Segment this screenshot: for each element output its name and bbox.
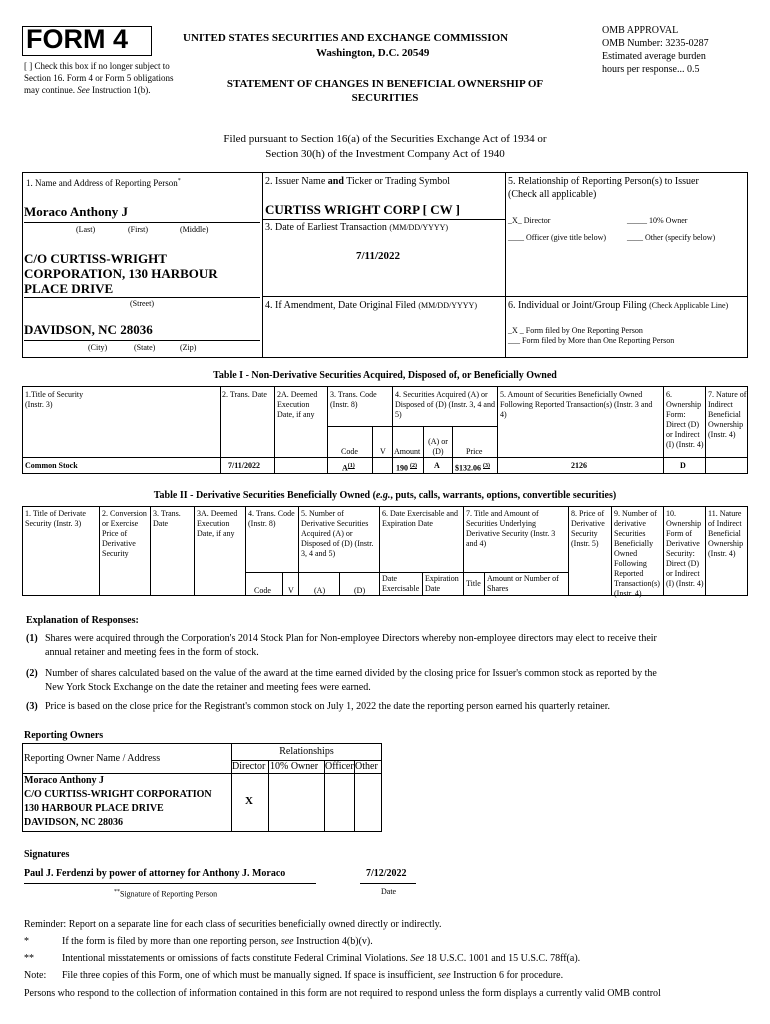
t2-h10: 10. Ownership Form of Derivative Security: Direct (D) or Indirect (I) (Instr. 4) xyxy=(666,509,704,588)
owners-col-officer: Officer xyxy=(325,761,354,772)
t2-h5: 5. Number of Derivative Securities Acquired (A) or Disposed of (D) (Instr. 3, 4 and 5) xyxy=(301,509,374,558)
footer-star: * If the form is filed by more than one reporting person, see Instruction 4(b)(v). xyxy=(24,936,373,947)
first-label: (First) xyxy=(128,225,148,234)
owners-col-other: Other xyxy=(355,761,378,772)
t1-row-aord: A xyxy=(434,461,440,470)
box3-label: 3. Date of Earliest Transaction (MM/DD/YYYY) xyxy=(265,222,449,233)
t1-row-title: Common Stock xyxy=(25,461,78,470)
no-longer-subject-checkbox[interactable]: [ ] Check this box if no longer subject to Section 16. Form 4 or Form 5 obligations may continue. See Instruction 1(b). xyxy=(24,61,174,95)
t1-sub-aord: (A) or (D) xyxy=(428,437,448,456)
filed-by-more-option[interactable]: ___ Form filed by More than One Reporting Person xyxy=(508,336,675,345)
signatures-heading: Signatures xyxy=(24,849,70,860)
form-title: FORM 4 xyxy=(26,24,129,54)
t2-h7: 7. Title and Amount of Securities Underlying Derivative Security (Instr. 3 and 4) xyxy=(466,509,556,548)
footer-double-star: ** Intentional misstatements or omissions of facts constitute Federal Criminal Violations. See 18 U.S.C. 1001 and 15 U.S.C. 78ff(a). xyxy=(24,953,581,964)
owners-col-relationships: Relationships xyxy=(279,746,334,757)
t2-h9: 9. Number of derivative Securities Beneficially Owned Following Reported Transaction(s) (Instr. 4) xyxy=(614,509,660,598)
t1-h3: 3. Trans. Code (Instr. 8) xyxy=(330,390,377,409)
officer-checkbox[interactable]: ____ Officer (give title below) xyxy=(508,233,607,242)
box2-label: 2. Issuer Name and Ticker or Trading Symbol xyxy=(265,176,451,187)
explanation-heading: Explanation of Responses: xyxy=(26,615,139,626)
t1-sub-code: Code xyxy=(341,447,358,456)
owners-col-name: Reporting Owner Name / Address xyxy=(24,753,161,764)
explanation-item-3: (3) Price is based on the close price for the Registrant's common stock on July 1, 2022 the date the reporting person earned his quarterly retainer. xyxy=(26,701,610,712)
table1-title: Table I - Non-Derivative Securities Acquired, Disposed of, or Beneficially Owned xyxy=(213,370,557,381)
t2-h11: 11. Nature of Indirect Beneficial Ownership (Instr. 4) xyxy=(708,509,744,558)
t1-h5: 5. Amount of Securities Beneficially Owned Following Reported Transaction(s) (Instr. 3 and 4) xyxy=(500,390,653,419)
box5-label: 5. Relationship of Reporting Person(s) to Issuer (Check all applicable) xyxy=(508,176,699,200)
t1-sub-price: Price xyxy=(466,447,483,456)
t2-h3a: 3A. Deemed Execution Date, if any xyxy=(197,509,238,538)
city-label: (City) xyxy=(88,343,108,352)
filed-pursuant: Filed pursuant to Section 16(a) of the Securities Exchange Act of 1934 or Section 30(h) of the Investment Company Act of 1940 xyxy=(223,133,547,160)
t2-sub-title: Title xyxy=(466,579,481,588)
t2-h3: 3. Trans. Date xyxy=(153,509,181,528)
explanation-item-1: (1) Shares were acquired through the Corporation's 2014 Stock Plan for Non-employee Directors whereby non-employee directors may elect to receive their annual retainer and meeting fees in the form of stock. xyxy=(26,633,657,658)
t2-sub-code: Code xyxy=(254,586,271,595)
footer-reminder: Reminder: Report on a separate line for each class of securities beneficially owned directly or indirectly. xyxy=(24,919,442,930)
t2-h8: 8. Price of Derivative Security (Instr. 5) xyxy=(571,509,605,548)
reporting-owners-heading: Reporting Owners xyxy=(24,730,104,741)
t1-sub-amount: Amount xyxy=(394,447,421,456)
city-state-zip: DAVIDSON, NC 28036 xyxy=(24,322,153,337)
t2-sub-v: V xyxy=(288,586,294,595)
other-checkbox[interactable]: ____ Other (specify below) xyxy=(627,233,716,242)
earliest-transaction-date: 7/11/2022 xyxy=(356,250,401,262)
t2-sub-d: (D) xyxy=(354,586,366,595)
state-label: (State) xyxy=(134,343,156,352)
explanation-item-2: (2) Number of shares calculated based on the value of the award at the time earned divided by the closing price for Issuer's common stock as reported by the New York Stock Exchange on the date the retainer and meeting fees were earned. xyxy=(26,668,657,693)
footer-note: Note: File three copies of this Form, one of which must be manually signed. If space is insufficient, see Instruction 6 for procedure. xyxy=(24,970,564,981)
middle-label: (Middle) xyxy=(180,225,209,234)
t1-h4: 4. Securities Acquired (A) or Disposed of (D) (Instr. 3, 4 and 5) xyxy=(395,390,495,419)
reporting-person-name: Moraco Anthony J xyxy=(24,204,128,219)
ten-percent-owner-checkbox[interactable]: _____ 10% Owner xyxy=(627,216,688,225)
omb-approval: OMB APPROVAL OMB Number: 3235-0287 Estimated average burden hours per response... 0.5 xyxy=(602,25,709,75)
owners-col-director: Director xyxy=(232,761,266,772)
box1-label: 1. Name and Address of Reporting Person* xyxy=(26,178,181,188)
street-address: C/O CURTISS-WRIGHT CORPORATION, 130 HARBOUR PLACE DRIVE xyxy=(24,251,218,296)
t2-h4: 4. Trans. Code (Instr. 8) xyxy=(248,509,295,528)
agency-city: Washington, D.C. 20549 xyxy=(316,47,430,59)
t2-h1: 1. Title of Derivate Security (Instr. 3) xyxy=(25,509,86,528)
t1-row-price: $132.06 $^{(3)}$ xyxy=(455,463,490,473)
t1-row-amount: 190 $^{(2)}$ xyxy=(396,463,417,473)
t2-sub-a: (A) xyxy=(314,586,326,595)
signature-label: **Signature of Reporting Person xyxy=(114,889,218,899)
date-label: Date xyxy=(381,887,397,896)
t2-h6: 6. Date Exercisable and Expiration Date xyxy=(382,509,458,528)
owner-director-mark: X xyxy=(245,795,253,807)
box6-label: 6. Individual or Joint/Group Filing (Check Applicable Line) xyxy=(508,300,729,311)
issuer-name: CURTISS WRIGHT CORP [ CW ] xyxy=(265,202,460,217)
signer-name: Paul J. Ferdenzi by power of attorney for Anthony J. Moraco xyxy=(24,868,286,879)
filed-by-one-option[interactable]: _X _ Form filed by One Reporting Person xyxy=(508,326,643,335)
t1-row-date: 7/11/2022 xyxy=(228,461,261,470)
t1-row-form: D xyxy=(680,461,686,470)
t2-sub-amount: Amount or Number of Shares xyxy=(487,574,559,593)
t1-row-owned: 2126 xyxy=(571,461,587,470)
table2-title: Table II - Derivative Securities Beneficially Owned (e.g., puts, calls, warrants, options, convertible securities) xyxy=(153,490,617,501)
t1-sub-v: V xyxy=(380,447,386,456)
t2-h2: 2. Conversion or Exercise Price of Derivative Security xyxy=(102,509,147,558)
footer-persons: Persons who respond to the collection of information contained in this form are not required to respond unless the form displays a currently valid OMB control xyxy=(24,988,661,999)
signature-date: 7/12/2022 xyxy=(366,868,407,879)
zip-label: (Zip) xyxy=(180,343,197,352)
box4-label: 4. If Amendment, Date Original Filed (MM/DD/YYYY) xyxy=(265,300,477,311)
t1-h1: 1.Title of Security (Instr. 3) xyxy=(25,390,84,409)
last-label: (Last) xyxy=(76,225,96,234)
t2-sub-exp: Expiration Date xyxy=(425,574,459,593)
t1-h2: 2. Trans. Date xyxy=(222,390,267,399)
t2-sub-exer: Date Exercisable xyxy=(382,574,420,593)
agency-name: UNITED STATES SECURITIES AND EXCHANGE COMMISSION xyxy=(183,32,509,44)
owner-address: Moraco Anthony J C/O CURTISS-WRIGHT CORPORATION 130 HARBOUR PLACE DRIVE DAVIDSON, NC 28036 xyxy=(24,775,212,828)
t1-h6: 6. Ownership Form: Direct (D) or Indirect (I) (Instr. 4) xyxy=(666,390,704,449)
t1-h7: 7. Nature of Indirect Beneficial Ownership (Instr. 4) xyxy=(708,390,747,439)
t1-row-code: $A^{(1)}$ xyxy=(342,463,355,473)
owners-col-ten: 10% Owner xyxy=(270,761,319,772)
director-checkbox[interactable]: _X_ Director xyxy=(508,216,551,225)
statement-title: STATEMENT OF CHANGES IN BENEFICIAL OWNERSHIP OF SECURITIES xyxy=(226,78,544,104)
t1-h2a: 2A. Deemed Execution Date, if any xyxy=(277,390,318,419)
street-label: (Street) xyxy=(130,299,154,308)
